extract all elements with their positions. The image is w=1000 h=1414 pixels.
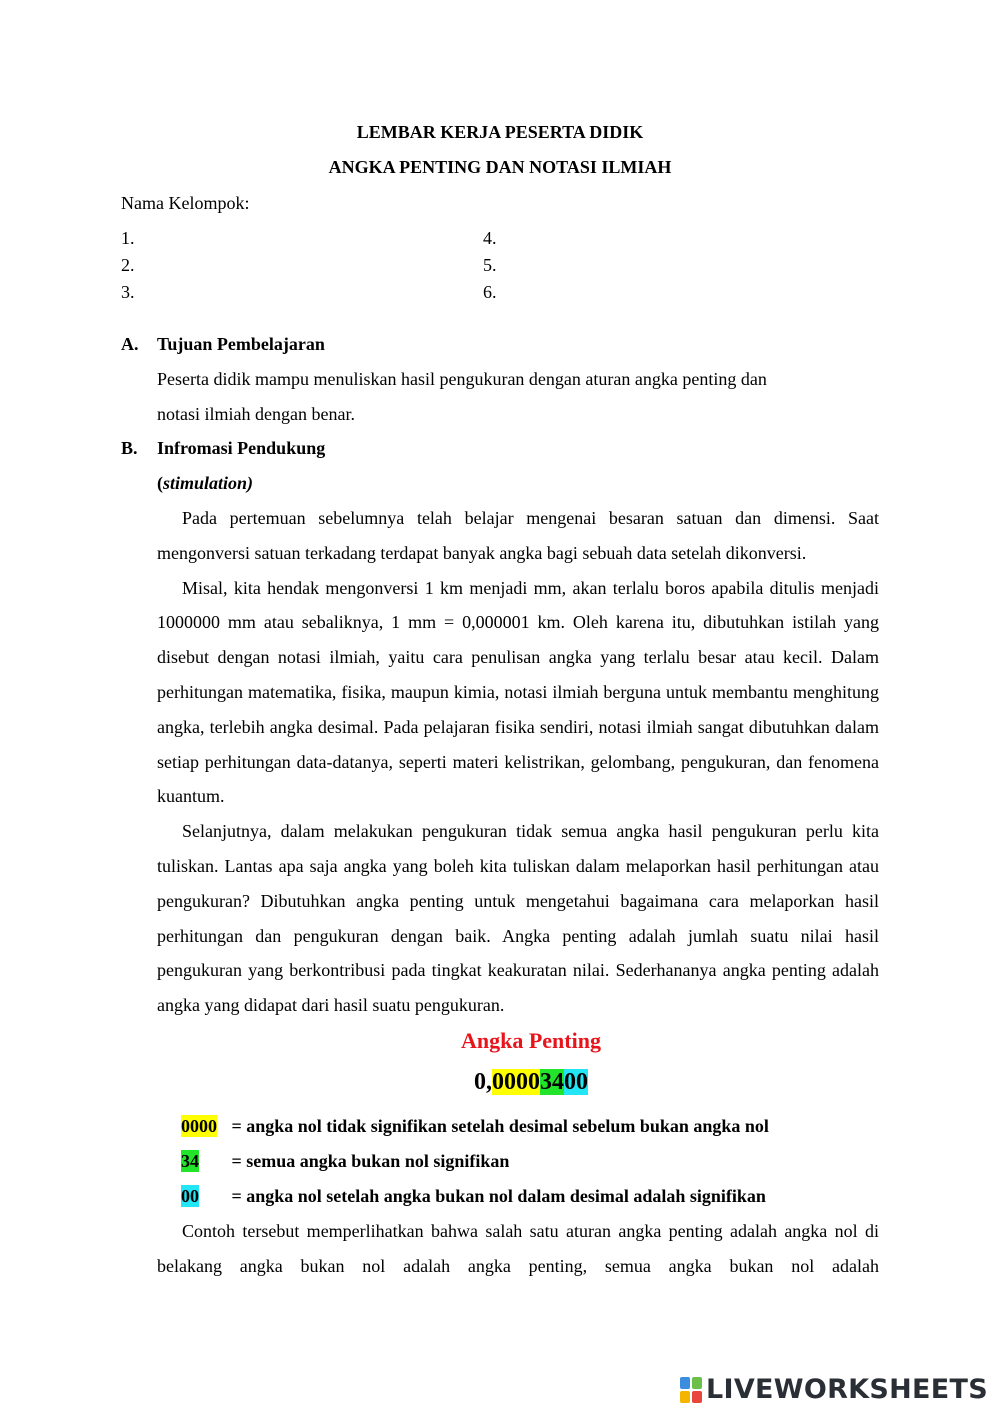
group-member-3: 3. (121, 282, 135, 302)
paragraph-2-text: Misal, kita hendak mengonversi 1 km menjadi mm, akan terlalu boros apabila ditulis menjadi 1000000 mm atau sebaliknya, 1 mm = 0,000001 km. Oleh karena itu, dibutuhkan istilah yang disebut dengan notasi ilmiah, yaitu cara penulisan angka yang terlalu besar atau kecil. Dalam perhitungan matematika, fisika, maupun kimia, notasi ilmiah berguna untuk membantu menghitung angka, terlebih angka desimal. Pada pelajaran fisika sendiri, notasi ilmiah sangat dibutuhkan dalam setiap perhitungan data-datanya, seperti materi kelistrikan, gelombang, pengukuran, dan fenomena kuantum. (157, 577, 879, 807)
group-member-1: 1. (121, 228, 135, 248)
paragraph-3 (157, 814, 879, 1023)
example-number-prefix: 0, (474, 1069, 492, 1095)
rule-1-key: 0000 (181, 1116, 217, 1136)
subheading-open-paren: ( (157, 473, 163, 493)
paragraph-3-text: Selanjutnya, dalam melakukan pengukuran tidak semua angka hasil pengukuran perlu kita tuliskan. Lantas apa saja angka yang boleh kita tuliskan dalam melaporkan hasil perhitungan atau pengukuran? Dibutuhkan angka penting untuk mengetahui bagaimana cara melaporkan hasil perhitungan dan pengukuran dengan baik. Angka penting adalah jumlah suatu nilai hasil pengukuran yang berkontribusi pada tingkat keakuratan nilai. Sederhananya angka penting adalah angka yang didapat dari hasil suatu pengukuran. (157, 821, 879, 1016)
worksheet-subtitle: ANGKA PENTING DAN NOTASI ILMIAH (328, 157, 672, 177)
liveworksheets-logo-text: LIVEWORKSHEETS (705, 1374, 988, 1405)
section-b-body (157, 501, 879, 1023)
section-a-text-line2: notasi ilmiah dengan benar. (157, 404, 355, 424)
paragraph-4 (157, 1214, 879, 1284)
example-number-leading-zeros: 0000 (492, 1069, 540, 1095)
group-name-label: Nama Kelompok: (121, 193, 250, 213)
rule-row-1 (181, 1116, 769, 1137)
angka-penting-title: Angka Penting (461, 1028, 601, 1053)
example-number (0, 1069, 1000, 1096)
paragraph-4-block (157, 1214, 879, 1284)
subheading-text: stimulation) (163, 473, 254, 493)
rule-1-text: = angka nol tidak signifikan setelah desimal sebelum bukan angka nol (231, 1116, 769, 1136)
group-member-4: 4. (483, 228, 497, 248)
section-b-heading: Infromasi Pendukung (157, 438, 326, 458)
paragraph-2 (157, 571, 879, 815)
paragraph-1 (157, 501, 879, 571)
liveworksheets-logo-icon (680, 1377, 702, 1403)
rule-row-3 (181, 1186, 766, 1207)
section-b-subheading (157, 473, 253, 494)
rule-3-text: = angka nol setelah angka bukan nol dalam desimal adalah signifikan (231, 1186, 766, 1206)
paragraph-1-text: Pada pertemuan sebelumnya telah belajar mengenai besaran satuan dan dimensi. Saat mengonversi satuan terkadang terdapat banyak angka bagi sebuah data setelah dikonversi. (157, 508, 879, 563)
group-member-5: 5. (483, 255, 497, 275)
worksheet-title: LEMBAR KERJA PESERTA DIDIK (356, 122, 644, 142)
rule-2-text: = semua angka bukan nol signifikan (231, 1151, 510, 1171)
section-a-heading: Tujuan Pembelajaran (157, 334, 325, 354)
section-a-letter: A. (121, 334, 139, 354)
rule-row-2 (181, 1151, 509, 1172)
section-a-text-line1: Peserta didik mampu menuliskan hasil pengukuran dengan aturan angka penting dan (157, 369, 767, 389)
rule-3-key: 00 (181, 1186, 199, 1206)
example-number-trailing-zeros: 00 (564, 1069, 588, 1095)
example-number-nonzero-digits: 34 (540, 1069, 564, 1095)
group-member-6: 6. (483, 282, 497, 302)
rule-2-key: 34 (181, 1151, 199, 1171)
liveworksheets-watermark (680, 1374, 988, 1405)
group-member-2: 2. (121, 255, 135, 275)
paragraph-4-text: Contoh tersebut memperlihatkan bahwa salah satu aturan angka penting adalah angka nol di belakang angka bukan nol adalah angka penting, semua angka bukan nol adalah (157, 1221, 879, 1276)
section-b-letter: B. (121, 438, 138, 458)
